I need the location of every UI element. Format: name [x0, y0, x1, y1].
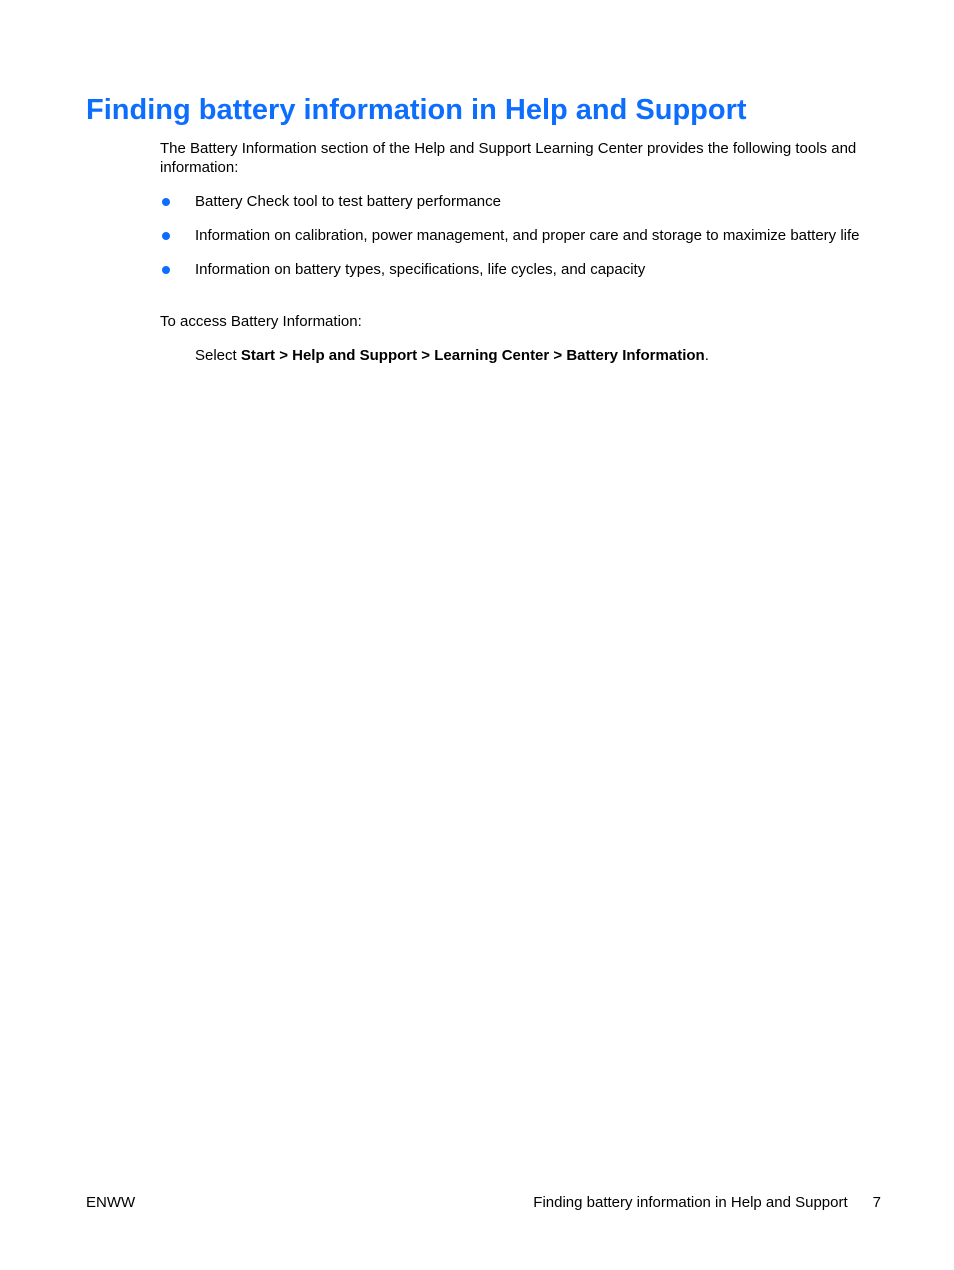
footer-section-title: Finding battery information in Help and Support [533, 1194, 848, 1211]
bullet-icon [162, 266, 170, 274]
instruction-prefix: Select [195, 347, 241, 364]
feature-list [160, 192, 885, 294]
menu-path: Start > Help and Support > Learning Center > Battery Information [240, 347, 705, 364]
list-item-text: Battery Check tool to test battery performance [195, 193, 501, 210]
page-title: Finding battery information in Help and Support [86, 94, 747, 126]
list-item [160, 260, 885, 279]
list-item-text: Information on calibration, power management, and proper care and storage to maximize battery life [195, 227, 860, 244]
bullet-icon [162, 232, 170, 240]
bullet-icon [162, 198, 170, 206]
page-number: 7 [872, 1194, 881, 1211]
access-instructions-label: To access Battery Information: [160, 313, 362, 330]
footer-doc-code: ENWW [86, 1194, 136, 1211]
list-item-text: Information on battery types, specifications, life cycles, and capacity [195, 261, 646, 278]
list-item [160, 192, 885, 211]
instruction-suffix: . [704, 347, 709, 364]
footer-running-title [533, 1193, 881, 1212]
select-instruction [195, 346, 709, 365]
list-item [160, 226, 885, 245]
intro-paragraph: The Battery Information section of the Help and Support Learning Center provides the following tools and information: [160, 140, 857, 176]
